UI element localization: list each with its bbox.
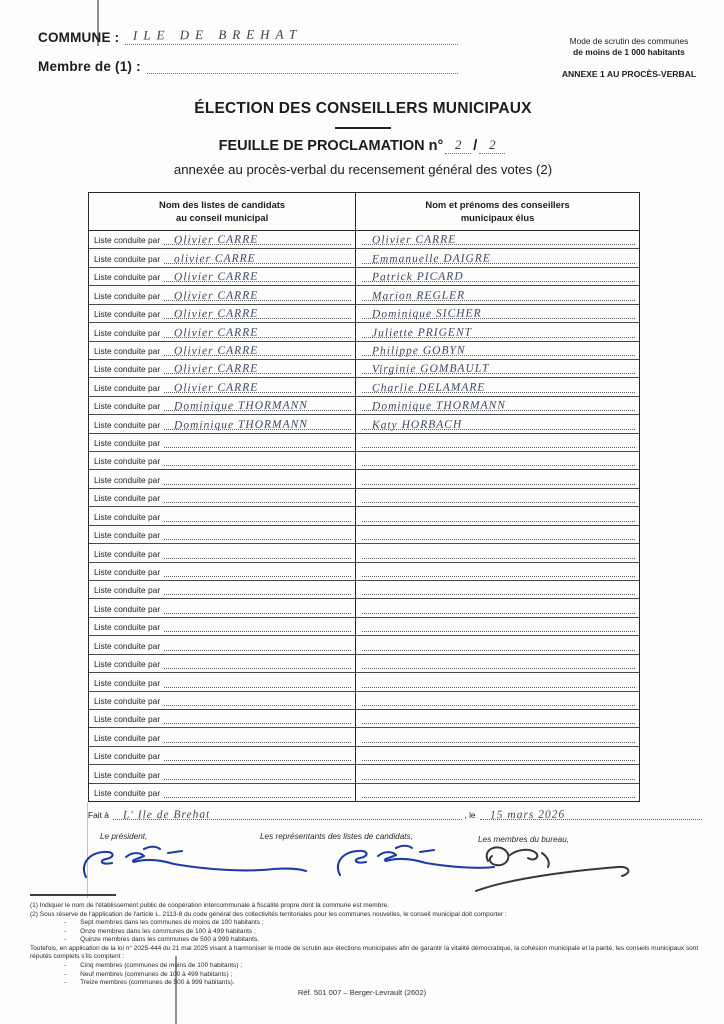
row-label: Liste conduite par (94, 732, 161, 743)
president-label: Le président, (100, 832, 148, 841)
table-header-col2 (355, 193, 639, 230)
row-label: Liste conduite par (94, 530, 161, 541)
table-row (89, 451, 639, 469)
elected-name-field (362, 417, 635, 430)
elected-name-field (362, 785, 635, 798)
row-label: Liste conduite par (94, 382, 161, 393)
list-name-field (164, 638, 351, 651)
list-name-field (164, 711, 351, 724)
place-handwriting: L' Ile de Brehat (122, 808, 211, 822)
representatives-signature (338, 846, 494, 875)
row-label: Liste conduite par (94, 272, 161, 283)
list-name-field (164, 361, 351, 374)
closing-line (88, 806, 702, 820)
elected-name-handwriting: Marion REGLER (372, 289, 466, 303)
membre-row (38, 55, 458, 74)
elected-name-handwriting: Dominique SICHER (372, 307, 482, 321)
footnotes (30, 902, 704, 988)
commune-field (125, 26, 458, 45)
sheet-number-field (445, 137, 471, 154)
signatures-area (78, 843, 648, 907)
table-row (89, 341, 639, 359)
col1-header-line1: Nom des listes de candidats (159, 198, 286, 210)
table-row (89, 433, 639, 451)
footnote-2-items (30, 919, 704, 945)
sheet-number-handwriting: 2 (455, 136, 462, 152)
table-row (89, 562, 639, 580)
row-label: Liste conduite par (94, 401, 161, 412)
list-name-handwriting: Dominique THORMANN (174, 418, 309, 432)
table-row (89, 396, 639, 414)
row-label: Liste conduite par (94, 548, 161, 559)
list-name-field (164, 675, 351, 688)
list-name-field (164, 232, 351, 245)
table-row (89, 746, 639, 764)
footnote-2: (2) Sous réserve de l'application de l'article L. 2113-8 du code général des collectivités territoriales pour les communes nouvelles, le conseil municipal doit comporter : (30, 910, 507, 918)
list-name-field (164, 380, 351, 393)
list-name-field (164, 546, 351, 559)
mode-line2: de moins de 1 000 habitants (573, 46, 685, 57)
row-label: Liste conduite par (94, 751, 161, 762)
table-row (89, 543, 639, 561)
annex-subtitle: annexée au procès-verbal du recensement général des votes (2) (173, 161, 553, 177)
elected-name-field (362, 288, 635, 301)
elected-name-field (362, 306, 635, 319)
annexe-label: ANNEXE 1 AU PROCÈS-VERBAL (561, 68, 697, 79)
table-header (89, 193, 639, 231)
list-name-field (164, 748, 351, 761)
commune-row (38, 26, 458, 45)
footnote-item: - Sept membres dans les communes de moins de 100 habitants ; (64, 919, 704, 928)
elected-name-field (362, 711, 635, 724)
list-name-field (164, 453, 351, 466)
header (38, 26, 458, 84)
commune-value-handwriting: ILE DE BREHAT (133, 26, 303, 43)
list-name-field (164, 417, 351, 430)
table-row (89, 525, 639, 543)
sheet-total-handwriting: 2 (489, 136, 496, 152)
elected-name-field (362, 398, 635, 411)
mode-scrutin-box (540, 36, 718, 80)
title-block (56, 100, 670, 177)
list-name-handwriting: Olivier CARRE (174, 344, 259, 358)
title-divider (335, 127, 391, 129)
elected-name-handwriting: Virginie GOMBAULT (372, 362, 490, 376)
elected-name-field (362, 638, 635, 651)
elected-name-handwriting: Juliette PRIGENT (372, 326, 473, 339)
table-row (89, 377, 639, 395)
list-name-field (164, 730, 351, 743)
row-label: Liste conduite par (94, 419, 161, 430)
row-label: Liste conduite par (94, 474, 161, 485)
representatives-label: Les représentants des listes de candidats, (260, 832, 413, 841)
row-label: Liste conduite par (94, 511, 161, 522)
list-name-handwriting: Olivier CARRE (174, 289, 259, 303)
list-name-field (164, 601, 351, 614)
row-label: Liste conduite par (94, 309, 161, 320)
col2-header-line2: municipaux élus (460, 211, 535, 223)
elected-name-field (362, 675, 635, 688)
row-label: Liste conduite par (94, 567, 161, 578)
elected-name-field (362, 748, 635, 761)
elected-name-field (362, 232, 635, 245)
membre-field (147, 55, 458, 74)
list-name-field (164, 619, 351, 632)
table-row (89, 322, 639, 340)
list-name-handwriting: Olivier CARRE (174, 307, 259, 321)
elected-name-handwriting: Charlie DELAMARE (372, 381, 486, 395)
table-row (89, 598, 639, 616)
elected-name-field (362, 251, 635, 264)
row-label: Liste conduite par (94, 714, 161, 725)
list-name-handwriting: Dominique THORMANN (174, 399, 309, 413)
row-label: Liste conduite par (94, 585, 161, 596)
main-title: ÉLECTION DES CONSEILLERS MUNICIPAUX (194, 100, 532, 117)
row-label: Liste conduite par (94, 290, 161, 301)
footnote-item: - Quinze membres dans les communes de 500 à 999 habitants. (64, 936, 704, 945)
row-label: Liste conduite par (94, 493, 161, 504)
elected-name-field (362, 601, 635, 614)
bureau-signature (476, 847, 628, 891)
elected-name-field (362, 472, 635, 485)
row-label: Liste conduite par (94, 603, 161, 614)
row-label: Liste conduite par (94, 456, 161, 467)
elected-name-field (362, 380, 635, 393)
footnote-item: - Neuf membres (communes de 100 à 499 habitants) ; (64, 971, 704, 980)
footnote-item: - Cinq membres (communes de moins de 100 habitants) ; (64, 962, 704, 971)
table-row (89, 267, 639, 285)
table-row (89, 691, 639, 709)
elected-name-handwriting: Philippe GOBYN (372, 344, 466, 358)
list-name-handwriting: olivier CARRE (174, 252, 256, 266)
table-row (89, 231, 639, 248)
list-name-field (164, 582, 351, 595)
list-name-field (164, 767, 351, 780)
list-name-field (164, 490, 351, 503)
elected-name-field (362, 582, 635, 595)
list-name-field (164, 269, 351, 282)
president-signature (84, 847, 306, 877)
table-header-col1 (89, 193, 355, 230)
elected-name-field (362, 361, 635, 374)
list-name-field (164, 509, 351, 522)
elected-name-field (362, 656, 635, 669)
elected-name-handwriting: Katy HORBACH (372, 418, 463, 432)
elected-name-field (362, 730, 635, 743)
row-label: Liste conduite par (94, 788, 161, 799)
elected-name-field (362, 619, 635, 632)
list-name-field (164, 251, 351, 264)
date-field (480, 806, 702, 820)
footnote-item: - Onze membres dans les communes de 100 à 499 habitants ; (64, 928, 704, 937)
elected-name-field (362, 527, 635, 540)
elected-name-field (362, 269, 635, 282)
table-row (89, 580, 639, 598)
table-row (89, 248, 639, 266)
mode-line1: Mode de scrutin des communes (569, 36, 689, 46)
list-name-field (164, 288, 351, 301)
list-name-handwriting: Olivier CARRE (174, 381, 259, 395)
col2-header-line1: Nom et prénoms des conseillers (425, 198, 570, 210)
list-name-field (164, 785, 351, 798)
row-label: Liste conduite par (94, 235, 161, 246)
row-label: Liste conduite par (94, 364, 161, 375)
row-label: Liste conduite par (94, 622, 161, 633)
table-row (89, 635, 639, 653)
footnote-3-items (30, 962, 704, 988)
list-name-field (164, 343, 351, 356)
row-label: Liste conduite par (94, 769, 161, 780)
elected-name-field (362, 453, 635, 466)
table-row (89, 285, 639, 303)
table-row (89, 469, 639, 487)
row-label: Liste conduite par (94, 659, 161, 670)
list-name-field (164, 306, 351, 319)
membre-label: Membre de (1) : (38, 59, 141, 74)
elected-name-field (362, 343, 635, 356)
elected-name-field (362, 509, 635, 522)
sheet-title (219, 137, 508, 154)
elected-name-field (362, 546, 635, 559)
elected-name-handwriting: Dominique THORMANN (372, 399, 507, 413)
footnote-3: Toutefois, en application de la loi n° 2025-444 du 21 mai 2025 visant à harmoniser le mode de scrutin aux élections municipales afin de garantir la vitalité démocratique, la cohésion municipale et la parité, les conseils municipaux sont réputés complets s'ils comptent : (30, 944, 699, 961)
ref-number: Réf. 501 007 – Berger-Levrault (2602) (297, 988, 427, 997)
place-field (113, 806, 462, 820)
table-row (89, 359, 639, 377)
date-handwriting: 15 mars 2026 (489, 808, 565, 822)
row-label: Liste conduite par (94, 438, 161, 449)
commune-label: COMMUNE : (38, 30, 120, 45)
list-name-field (164, 325, 351, 338)
table-row (89, 783, 639, 801)
list-name-field (164, 435, 351, 448)
row-label: Liste conduite par (94, 640, 161, 651)
list-name-field (164, 656, 351, 669)
table-row (89, 709, 639, 727)
fait-a-label: Fait à (88, 810, 109, 820)
row-label: Liste conduite par (94, 327, 161, 338)
footnote-item: - Treize membres (communes de 500 à 999 habitants). (64, 979, 704, 988)
table-row (89, 488, 639, 506)
elected-name-field (362, 693, 635, 706)
table-row (89, 654, 639, 672)
elected-name-field (362, 490, 635, 503)
list-name-field (164, 472, 351, 485)
table-row (89, 414, 639, 432)
list-name-handwriting: Olivier CARRE (174, 234, 259, 247)
row-label: Liste conduite par (94, 345, 161, 356)
sheet-title-label: FEUILLE DE PROCLAMATION n° (218, 137, 444, 154)
bureau-members-label: Les membres du bureau, (478, 835, 570, 844)
table-row (89, 304, 639, 322)
footnote-1: (1) Indiquer le nom de l'établissement public de coopération intercommunale à fiscalité propre dont la commune est membre. (30, 902, 389, 909)
elected-name-field (362, 325, 635, 338)
elected-name-handwriting: Olivier CARRE (372, 234, 457, 247)
col1-header-line2: au conseil municipal (175, 211, 269, 223)
elected-name-handwriting: Emmanuelle DAIGRE (372, 252, 492, 266)
elected-name-field (362, 564, 635, 577)
row-label: Liste conduite par (94, 677, 161, 688)
table-row (89, 672, 639, 690)
row-label: Liste conduite par (94, 253, 161, 264)
footnote-separator (30, 894, 116, 896)
list-name-handwriting: Olivier CARRE (174, 270, 259, 284)
proclamation-table (88, 192, 640, 802)
list-name-handwriting: Olivier CARRE (174, 363, 259, 376)
list-name-field (164, 527, 351, 540)
list-name-field (164, 693, 351, 706)
list-name-field (164, 564, 351, 577)
elected-name-field (362, 767, 635, 780)
table-row (89, 727, 639, 745)
elected-name-handwriting: Patrick PICARD (372, 270, 464, 284)
sheet-separator: / (473, 137, 478, 154)
table-row (89, 506, 639, 524)
sheet-total-field (479, 137, 505, 154)
list-name-handwriting: Olivier CARRE (174, 326, 259, 339)
row-label: Liste conduite par (94, 695, 161, 706)
le-label: , le (464, 810, 476, 820)
table-row (89, 764, 639, 782)
table-body (89, 231, 639, 801)
table-row (89, 617, 639, 635)
list-name-field (164, 398, 351, 411)
elected-name-field (362, 435, 635, 448)
